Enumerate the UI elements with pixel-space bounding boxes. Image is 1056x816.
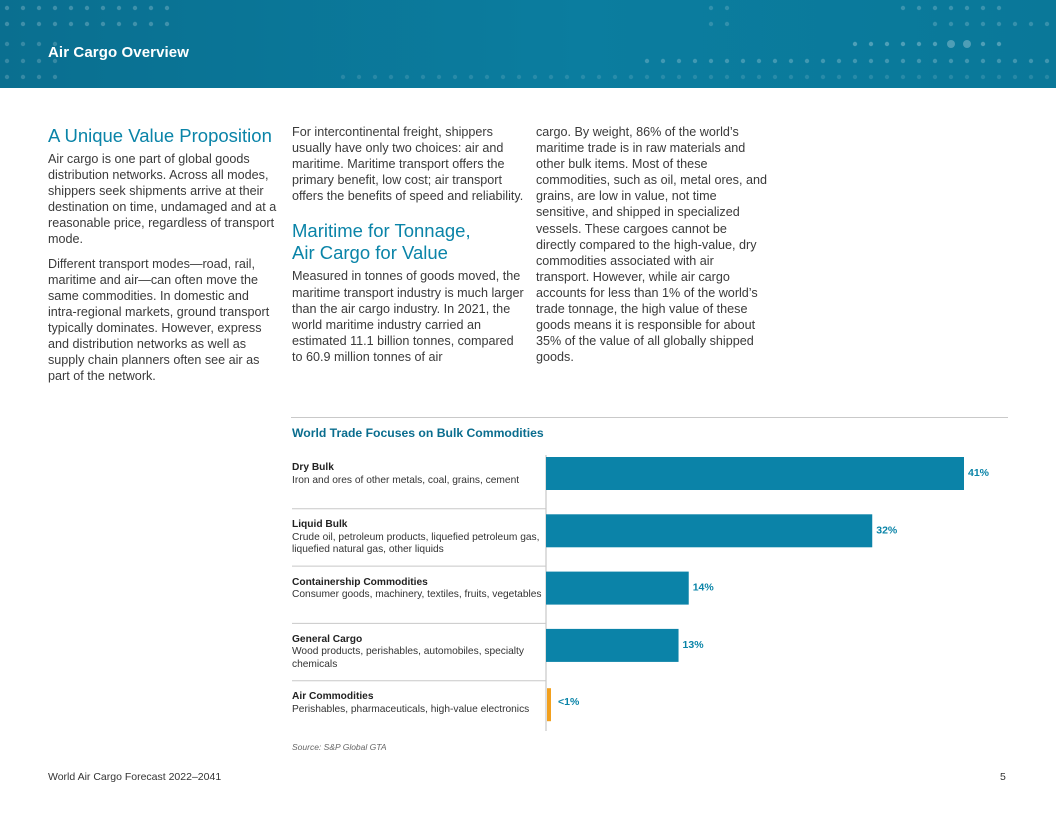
page-number: 5 <box>1000 771 1006 783</box>
category-name: General Cargo <box>292 633 363 645</box>
category-name: Air Commodities <box>292 691 374 703</box>
category-description: Iron and ores of other metals, coal, grains, cement <box>292 474 520 486</box>
category-name: Dry Bulk <box>292 462 334 473</box>
paragraph: For intercontinental freight, shippers usually have only two choices: air and maritime. Maritime transport offers the primary benefit, low cost; air transport offers the benefits of speed and reliability. <box>292 125 524 204</box>
heading-unique-value: A Unique Value Proposition <box>48 125 272 146</box>
paragraph: Different transport modes—road, rail, maritime and air—can often move the same commodities. In domestic and intra-regional markets, ground transport typically dominates. However, express and distribution networks as well as supply chain planners often see air as part of the network. <box>48 256 270 384</box>
category-name: Liquid Bulk <box>292 519 348 531</box>
bar-containership-commodities <box>546 572 689 605</box>
bar-value-label: 14% <box>692 581 714 594</box>
category-description: Wood products, perishables, automobiles, specialty chemicals <box>292 646 524 671</box>
section-title: Air Cargo Overview <box>48 44 190 61</box>
category-description: Perishables, pharmaceuticals, high-value electronics <box>292 703 530 715</box>
category-name: Containership Commodities <box>292 576 428 588</box>
bar-value-label: <1% <box>558 696 580 709</box>
bar-value-label: 41% <box>968 467 990 479</box>
bar-value-label: 32% <box>876 524 898 537</box>
footer-publication: World Air Cargo Forecast 2022–2041 <box>48 771 222 783</box>
bar-liquid-bulk <box>546 514 872 547</box>
heading-line: Air Cargo for Value <box>292 242 448 264</box>
heading-line: Maritime for Tonnage, <box>292 220 471 242</box>
bar-value-label: 13% <box>682 638 704 651</box>
category-description: Consumer goods, machinery, textiles, fruits, vegetables <box>292 589 542 601</box>
chart-title: World Trade Focuses on Bulk Commodities <box>292 426 544 440</box>
bar-dry-bulk <box>546 457 964 490</box>
paragraph: cargo. By weight, 86% of the world’s maritime trade is in raw materials and other bulk items. Most of these commodities, such as oil, metal ores, and grains, are low in value, not time sensitive, and shipped in specialized vessels. These cargoes cannot be directly compared to the high-value, dry commodities associated with air transport. However, while air cargo accounts for less than 1% of the world’s trade tonnage, the high value of these goods means it is responsible for about 35% of the value of all globally shipped goods. <box>536 125 767 365</box>
category-description: Crude oil, petroleum products, liquefied petroleum gas, liquefied natural gas, other liquids <box>292 531 540 556</box>
paragraph: Measured in tonnes of goods moved, the maritime transport industry is much larger than the air cargo industry. In 2021, the world maritime industry carried an estimated 11.1 billion tonnes, compared to 60.9 million tonnes of air <box>292 269 524 364</box>
bar-air-commodities <box>547 688 551 721</box>
chart-source: Source: S&P Global GTA <box>292 742 387 752</box>
paragraph: Air cargo is one part of global goods distribution networks. Across all modes, shippers seek shipments arrive at their destination on time, undamaged and at a reasonable price, regardless of transport mode. <box>48 152 277 247</box>
bar-general-cargo <box>546 629 679 662</box>
